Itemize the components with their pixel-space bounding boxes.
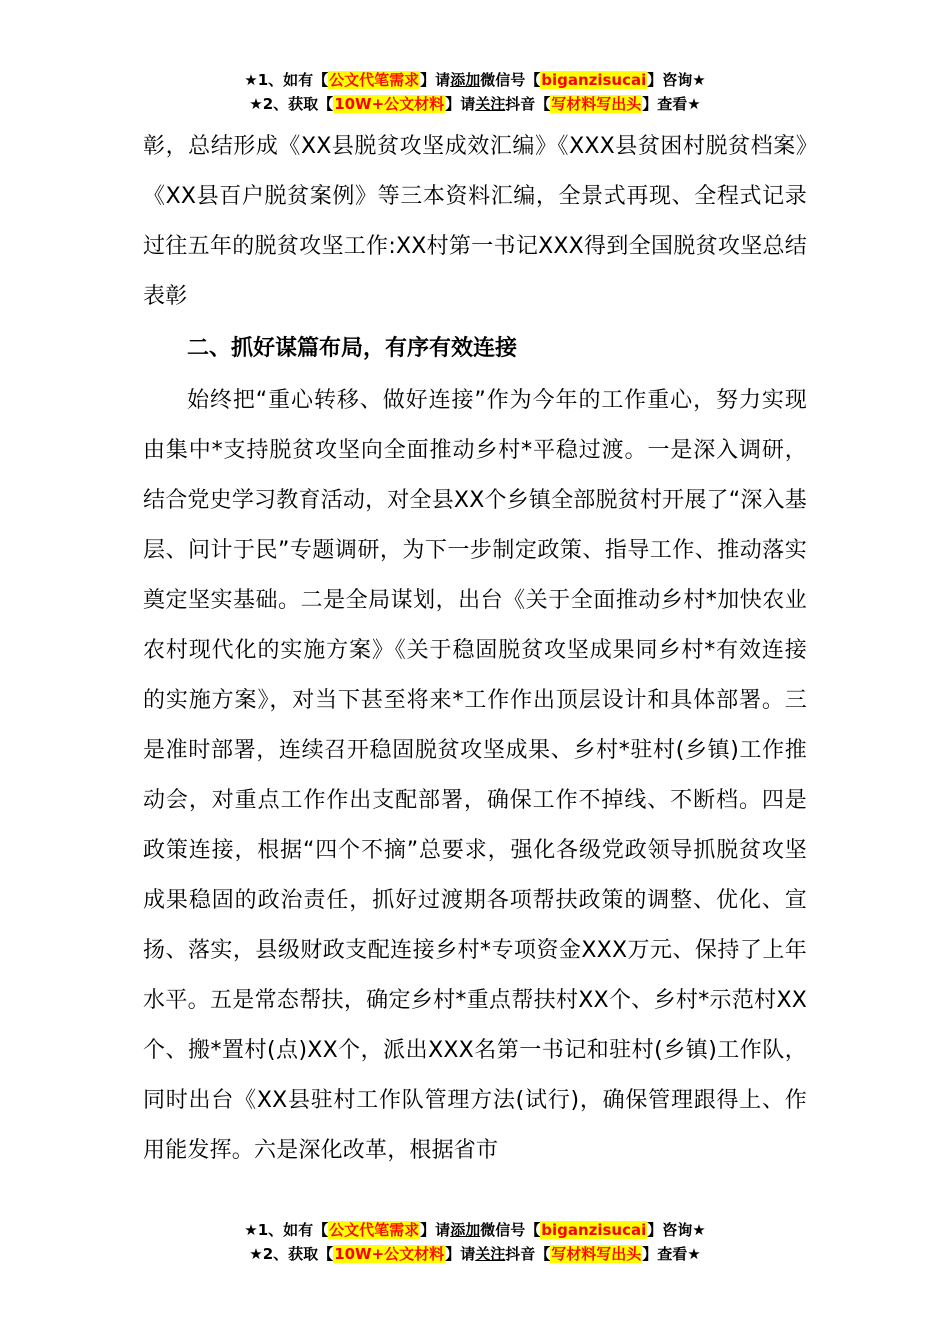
- banner-underline: 添加: [450, 71, 481, 89]
- footer-banner: [0, 1218, 950, 1266]
- banner-highlight: 10W+公文材料: [334, 95, 445, 113]
- header-banner: [0, 68, 950, 116]
- banner-text: 】请: [445, 1245, 476, 1263]
- banner-line-2: [0, 92, 950, 116]
- banner-highlight: 公文代笔需求: [329, 1221, 420, 1239]
- paragraph-1: 彰，总结形成《XX县脱贫攻坚成效汇编》《XXX县贫困村脱贫档案》《XX县百户脱贫案例》等三本资料汇编，全景式再现、全程式记录过往五年的脱贫攻坚工作:XX村第一书记XXX得到全国脱贫攻坚总结表彰: [143, 134, 807, 309]
- banner-text: 】咨询★: [647, 71, 706, 89]
- document-body: [143, 122, 807, 1176]
- banner-text: 】咨询★: [647, 1221, 706, 1239]
- banner-text: 抖音【: [505, 95, 551, 113]
- banner-underline: 添加: [450, 1221, 481, 1239]
- banner-text: ★2、获取【: [249, 1245, 334, 1263]
- banner-text: 】请: [420, 71, 451, 89]
- banner-line-1: [0, 68, 950, 92]
- banner-underline: 关注: [475, 1245, 506, 1263]
- banner-text: ★1、如有【: [244, 1221, 329, 1239]
- banner-text: 】请: [420, 1221, 451, 1239]
- banner-text: ★1、如有【: [244, 71, 329, 89]
- banner-highlight: 公文代笔需求: [329, 71, 420, 89]
- banner-text: 】查看★: [642, 95, 701, 113]
- paragraph-2: 始终把“重心转移、做好连接”作为今年的工作重心，努力实现由集中*支持脱贫攻坚向全面推动乡村*平稳过渡。一是深入调研，结合党史学习教育活动，对全县XX个乡镇全部脱贫村开展了“深入基层、问计于民”专题调研，为下一步制定政策、指导工作、推动落实奠定坚实基础。二是全局谋划，出台《关于全面推动乡村*加快农业农村现代化的实施方案》《关于稳固脱贫攻坚成果同乡村*有效连接的实施方案》，对当下甚至将来*工作作出顶层设计和具体部署。三是准时部署，连续召开稳固脱贫攻坚成果、乡村*驻村(乡镇)工作推动会，对重点工作作出支配部署，确保工作不掉线、不断档。四是政策连接，根据“四个不摘”总要求，强化各级党政领导抓脱贫攻坚成果稳固的政治责任，抓好过渡期各项帮扶政策的调整、优化、宣扬、落实，县级财政支配连接乡村*专项资金XXX万元、保持了上年水平。五是常态帮扶，确定乡村*重点帮扶村XX个、乡村*示范村XX个、搬*置村(点)XX个，派出XXX名第一书记和驻村(乡镇)工作队，同时出台《XX县驻村工作队管理方法(试行)，确保管理跟得上、作用能发挥。六是深化改革，根据省市: [143, 388, 807, 1163]
- banner-text: 抖音【: [505, 1245, 551, 1263]
- banner-line-1: [0, 1218, 950, 1242]
- section-heading-2: 二、抓好谋篇布局，有序有效连接: [187, 336, 518, 361]
- banner-highlight: biganzisucai: [541, 1221, 647, 1239]
- banner-text: 】请: [445, 95, 476, 113]
- banner-underline: 关注: [475, 95, 506, 113]
- banner-line-2: [0, 1242, 950, 1266]
- banner-text: ★2、获取【: [249, 95, 334, 113]
- banner-highlight: biganzisucai: [541, 71, 647, 89]
- banner-highlight: 10W+公文材料: [334, 1245, 445, 1263]
- banner-highlight: 写材料写出头: [551, 95, 642, 113]
- banner-text: 微信号【: [480, 1221, 541, 1239]
- banner-highlight: 写材料写出头: [551, 1245, 642, 1263]
- banner-text: 】查看★: [642, 1245, 701, 1263]
- banner-text: 微信号【: [480, 71, 541, 89]
